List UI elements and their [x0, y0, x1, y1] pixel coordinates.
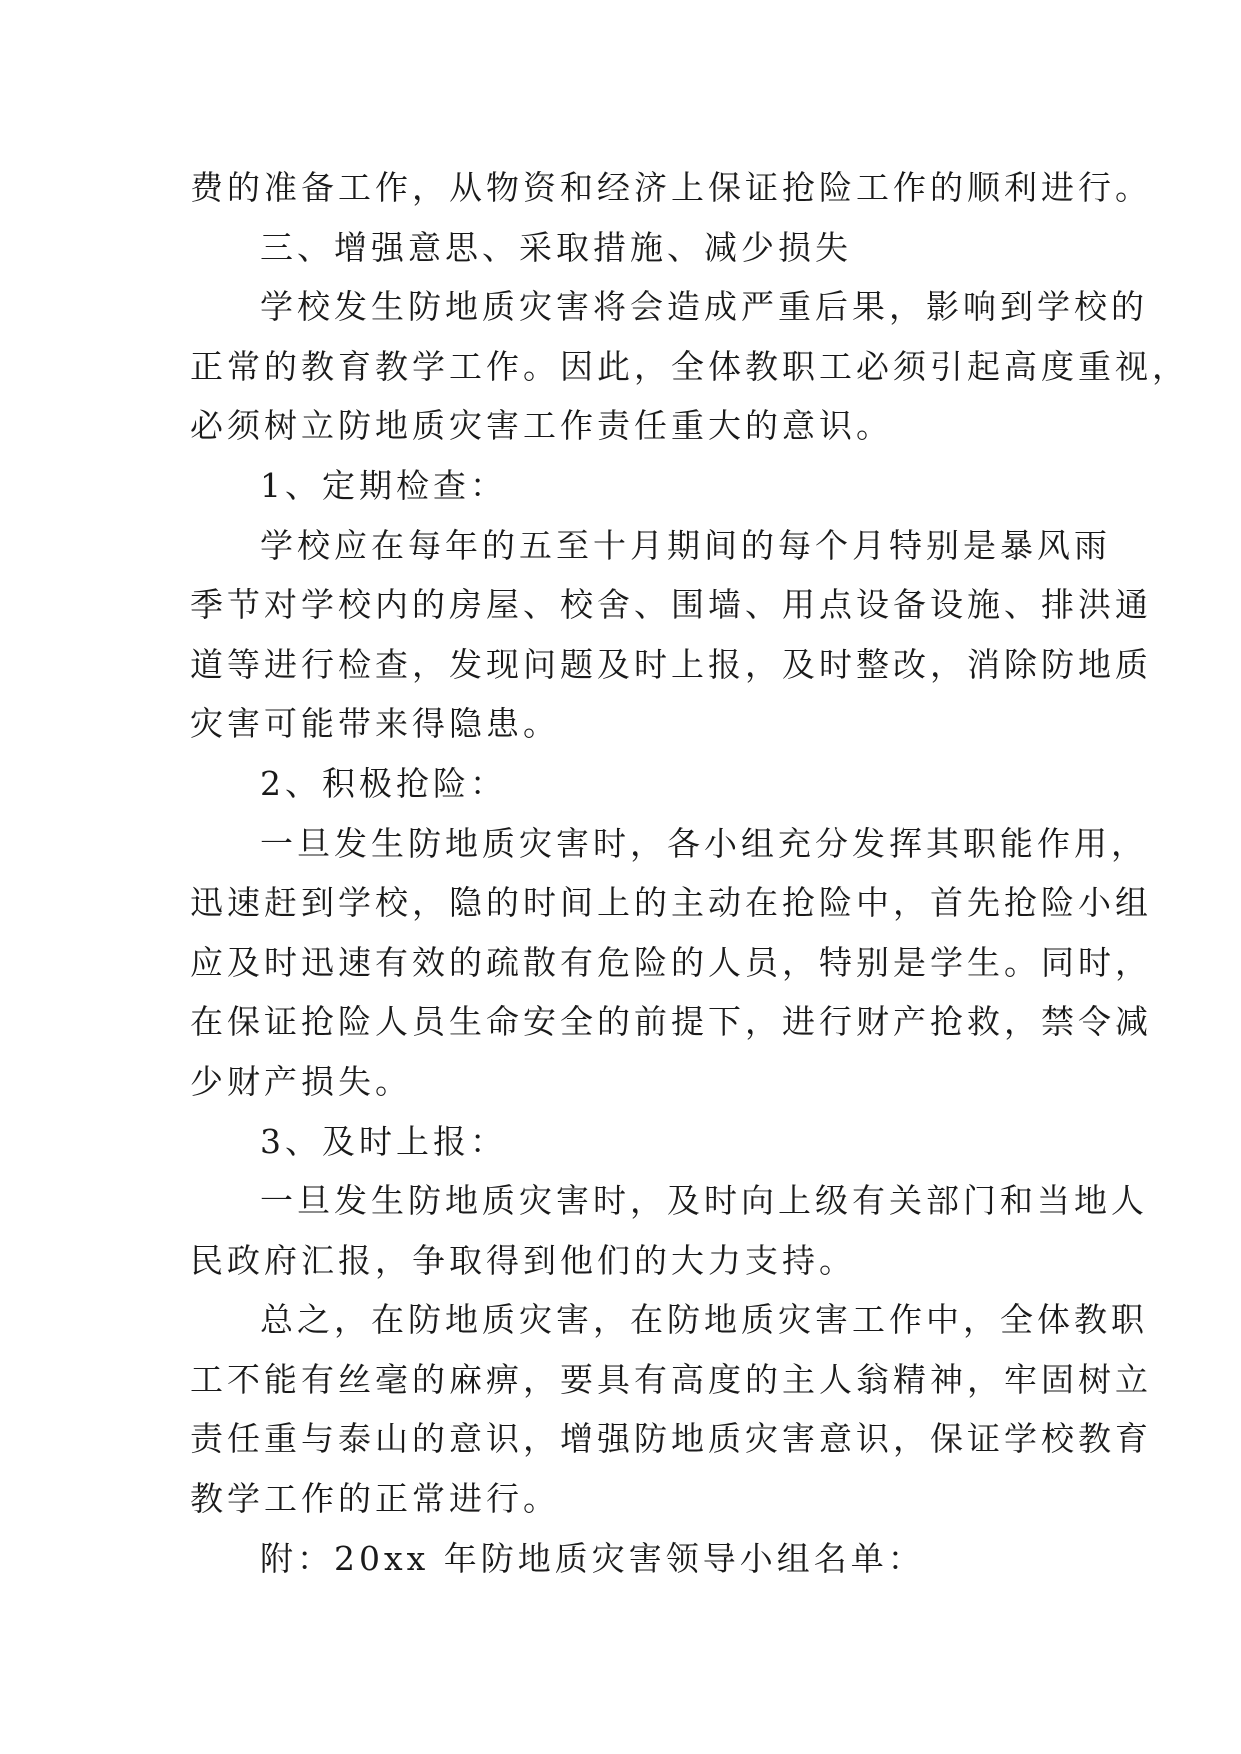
text-line: 2、积极抢险：: [260, 763, 507, 803]
text-line: 学校应在每年的五至十月期间的每个月特别是暴风雨: [260, 525, 1111, 565]
text-line: 应及时迅速有效的疏散有危险的人员，特别是学生。同时，: [190, 942, 1152, 982]
text-line: 3、及时上报：: [260, 1121, 507, 1161]
text-line: 责任重与泰山的意识，增强防地质灾害意识，保证学校教育: [190, 1419, 1152, 1459]
text-line: 总之，在防地质灾害，在防地质灾害工作中，全体教职: [260, 1300, 1148, 1340]
text-line: 一旦发生防地质灾害时，及时向上级有关部门和当地人: [260, 1181, 1148, 1221]
text-line: 学校发生防地质灾害将会造成严重后果，影响到学校的: [260, 287, 1148, 327]
document-body: [190, 158, 1189, 1588]
text-line: 道等进行检查，发现问题及时上报，及时整改，消除防地质: [190, 644, 1152, 684]
text-line: 正常的教育教学工作。因此，全体教职工必须引起高度重视，: [190, 346, 1189, 386]
text-line: 季节对学校内的房屋、校舍、围墙、用点设备设施、排洪通: [190, 585, 1152, 625]
text-line: 教学工作的正常进行。: [190, 1479, 560, 1519]
text-line: 工不能有丝毫的麻痹，要具有高度的主人翁精神，牢固树立: [190, 1359, 1152, 1399]
text-line: 一旦发生防地质灾害时，各小组充分发挥其职能作用，: [260, 823, 1148, 863]
text-line: 在保证抢险人员生命安全的前提下，进行财产抢救，禁令减: [190, 1002, 1152, 1042]
text-line: 迅速赶到学校，隐的时间上的主动在抢险中，首先抢险小组: [190, 883, 1152, 923]
text-line: 必须树立防地质灾害工作责任重大的意识。: [190, 406, 893, 446]
text-line: 民政府汇报，争取得到他们的大力支持。: [190, 1240, 856, 1280]
text-line: 灾害可能带来得隐患。: [190, 704, 560, 744]
text-line: 费的准备工作，从物资和经济上保证抢险工作的顺利进行。: [190, 168, 1152, 207]
text-line: 1、定期检查：: [260, 465, 507, 505]
text-line: 三、增强意思、采取措施、减少损失: [260, 227, 852, 267]
text-line: 少财产损失。: [190, 1061, 412, 1101]
text-line: 附：20xx 年防地质灾害领导小组名单：: [260, 1538, 925, 1578]
